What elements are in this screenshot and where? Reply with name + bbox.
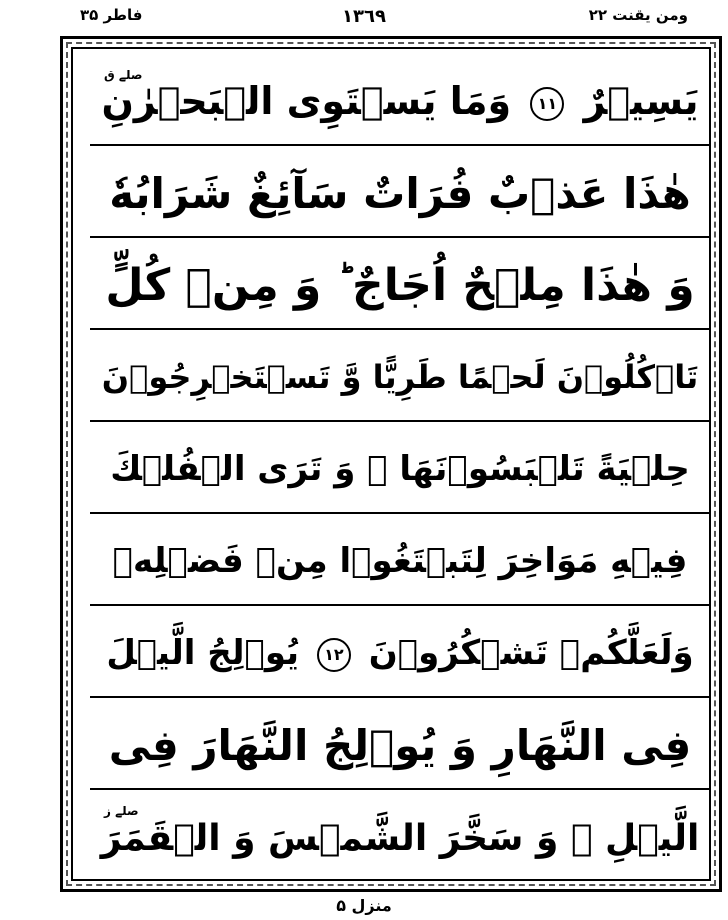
quran-line-3 [90,242,710,330]
quran-line-3-text: وَ هٰذَا مِلۡحٌ اُجَاجٌ ؕ وَ مِنۡ کُلٍّ [105,259,695,311]
quran-line-4-text: تَاۡکُلُوۡنَ لَحۡمًا طَرِیًّا وَّ تَسۡتَخۡرِجُوۡنَ [101,358,699,396]
quran-line-4 [90,334,710,422]
quran-line-9-text: الَّیۡلِ ۙ وَ سَخَّرَ الشَّمۡسَ وَ الۡقَمَرَ [100,817,700,859]
page-header [0,0,728,34]
quran-line-6-text: فِیۡهِ مَوَاخِرَ لِتَبۡتَغُوۡا مِنۡ فَضۡلِهٖ [112,541,688,581]
quran-line-5 [90,426,710,514]
quran-line-9 [90,794,710,882]
line-1-after: وَمَا یَسۡتَوِی الۡبَحۡرٰنِ [101,79,512,123]
quran-line-2 [90,150,710,238]
quran-line-7-text [106,633,693,673]
quran-line-8 [90,702,710,790]
line-1-before: یَسِیۡرٌ [583,79,699,123]
waqf-sign: صلے ز [104,804,139,818]
juz-name: ومن یقنت ۲۲ [588,6,688,24]
waqf-sign: صلے ق [104,68,143,82]
surah-name: فاطر ۳۵ [80,6,143,24]
line-7-before: وَلَعَلَّکُمۡ تَشۡکُرُوۡنَ [368,633,694,673]
ayah-marker-12: ١٢ [317,638,351,672]
quran-line-1-text [102,79,699,123]
quran-line-5-text: حِلۡیَةً تَلۡبَسُوۡنَهَا ۚ وَ تَرَی الۡفُلۡكَ [110,449,690,489]
line-7-after: یُوۡلِجُ الَّیۡلَ [106,633,300,673]
quran-line-2-text: هٰذَا عَذۡبٌ فُرَاتٌ سَآئِغٌ شَرَابُهٗ [109,168,691,218]
quran-line-1 [90,58,710,146]
quran-text-area [90,58,710,886]
quran-line-8-text: فِی النَّهَارِ وَ یُوۡلِجُ النَّهَارَ فِی [108,720,692,770]
quran-line-7 [90,610,710,698]
quran-line-6 [90,518,710,606]
page-number: ١٣٦٩ [342,6,386,27]
ayah-marker-11: ١١ [530,87,564,121]
manzil-label: منزل ۵ [336,896,392,915]
